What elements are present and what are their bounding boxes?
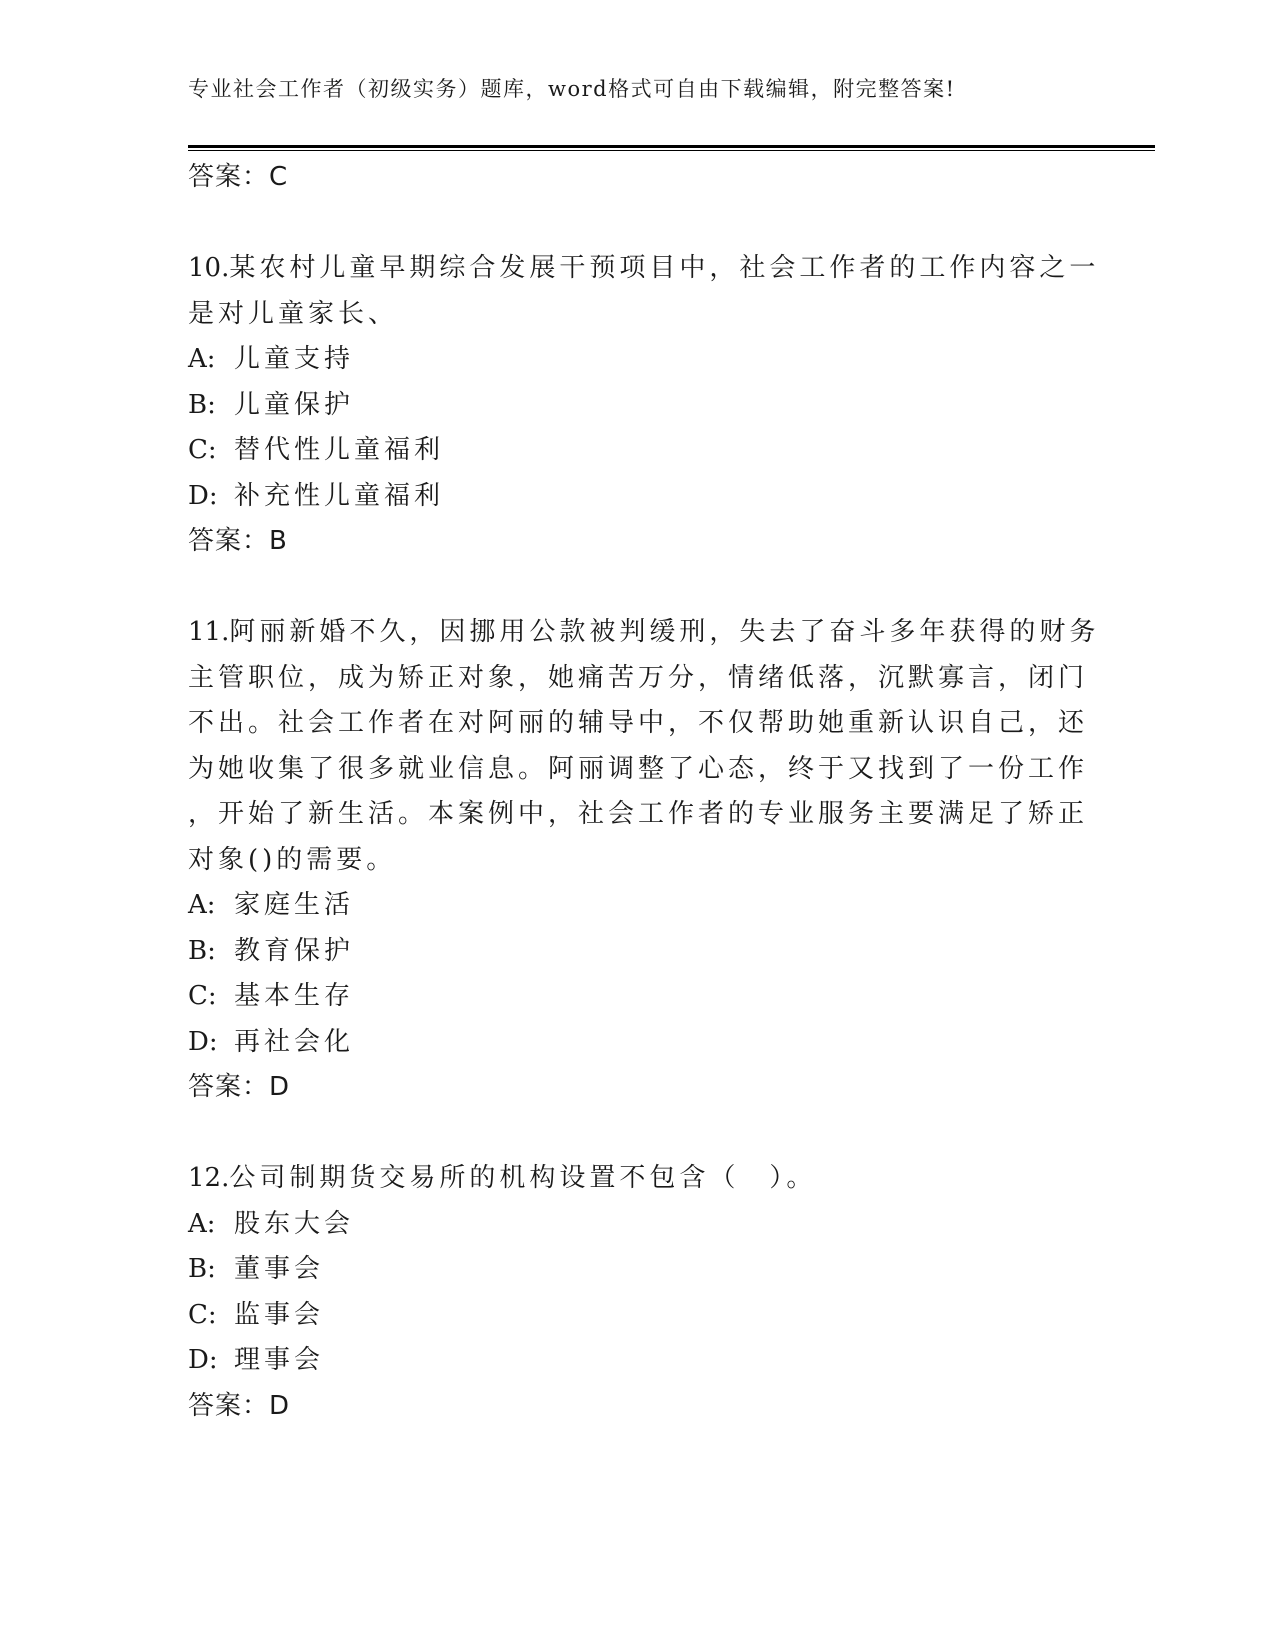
option-b: B: 董事会 — [188, 1254, 325, 1284]
question-number: 11. — [188, 617, 230, 647]
option-a: A: 儿童支持 — [188, 344, 355, 374]
header-rule-thick — [188, 145, 1155, 148]
page-header: 专业社会工作者（初级实务）题库，word格式可自由下载编辑，附完整答案! — [188, 77, 956, 101]
option-d: D: 理事会 — [188, 1345, 325, 1375]
question-stem-line: 12.公司制期货交易所的机构设置不包含（ ）。 — [188, 1163, 817, 1193]
option-c: C: 基本生存 — [188, 981, 355, 1011]
question-number: 10. — [188, 253, 230, 283]
option-c: C: 替代性儿童福利 — [188, 435, 445, 465]
option-b: B: 儿童保护 — [188, 389, 355, 420]
answer-line: 答案：D — [188, 1072, 291, 1102]
option-d: D: 再社会化 — [188, 1026, 355, 1057]
question-11 — [188, 610, 1100, 1111]
answer-line: 答案：D — [188, 1390, 291, 1421]
question-stem-line: 是对儿童家长、 — [188, 298, 399, 329]
option-b: B: 教育保护 — [188, 935, 355, 966]
question-list — [188, 155, 1100, 1429]
option-a: A: 家庭生活 — [188, 890, 355, 920]
question-stem-line: 为她收集了很多就业信息。阿丽调整了心态，终于又找到了一份工作 — [188, 753, 1089, 784]
question-stem-line: 对象()的需要。 — [188, 844, 397, 875]
question-stem-line: 10.某农村儿童早期综合发展干预项目中，社会工作者的工作内容之一 — [188, 253, 1100, 283]
question-stem-line: 不出。社会工作者在对阿丽的辅导中，不仅帮助她重新认识自己，还 — [188, 708, 1089, 738]
option-d: D: 补充性儿童福利 — [188, 480, 445, 511]
header-rule-thin — [188, 150, 1155, 151]
option-a: A: 股东大会 — [188, 1208, 355, 1239]
answer-line: 答案：B — [188, 526, 288, 556]
question-12 — [188, 1156, 1088, 1429]
question-stem-line: 主管职位，成为矫正对象，她痛苦万分，情绪低落，沉默寡言，闭门 — [188, 662, 1089, 693]
question-10 — [188, 246, 1100, 565]
previous-answer: 答案：C — [188, 162, 289, 192]
question-stem-line: ，开始了新生活。本案例中，社会工作者的专业服务主要满足了矫正 — [188, 799, 1089, 829]
question-stem-line: 11.阿丽新婚不久，因挪用公款被判缓刑，失去了奋斗多年获得的财务 — [188, 617, 1100, 647]
question-number: 12. — [188, 1163, 230, 1193]
option-c: C: 监事会 — [188, 1299, 325, 1330]
